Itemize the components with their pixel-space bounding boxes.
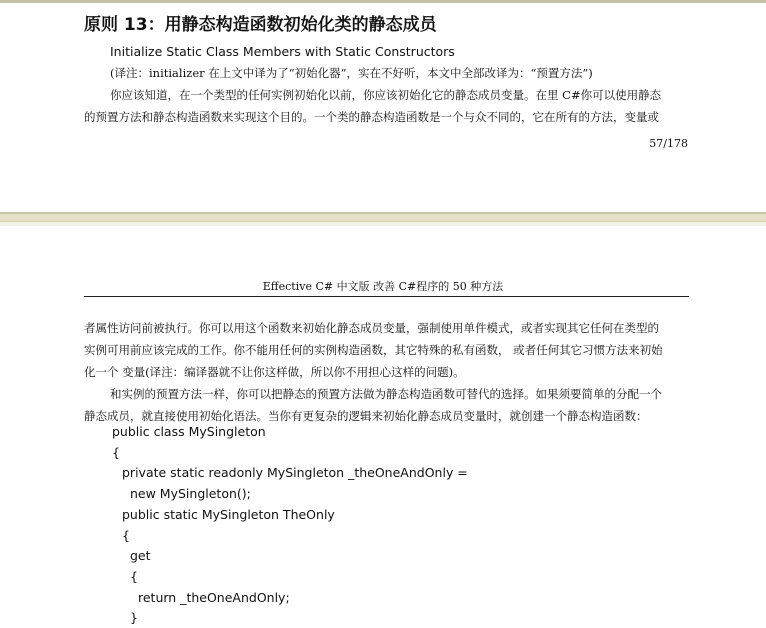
paragraph-line: 你应该知道，在一个类型的任何实例初始化以前，你应该初始化它的静态成员变量。在里 C#你可以使用静态 — [110, 88, 662, 102]
paragraph-line: 和实例的预置方法一样，你可以把静态的预置方法做为静态构造函数可替代的选择。如果须要简单的分配一个 — [110, 387, 662, 401]
paragraph-line: 静态成员，就直接使用初始化语法。当你有更复杂的逻辑来初始化静态成员变量时，就创建一个静态构造函数： — [84, 409, 648, 423]
code-line: { — [130, 569, 138, 584]
code-line: public class MySingleton — [112, 424, 266, 439]
paragraph-line: 化一个 变量(译注：编译器就不让你这样做，所以你不用担心这样的问题)。 — [84, 365, 465, 379]
page-number: 57/178 — [649, 137, 688, 150]
code-line: { — [122, 528, 130, 543]
english-title: Initialize Static Class Members with Static Constructors — [110, 44, 455, 59]
code-line: { — [112, 445, 120, 460]
page-gap — [0, 222, 766, 226]
code-line: public static MySingleton TheOnly — [122, 507, 335, 522]
code-line: return _theOneAndOnly; — [138, 590, 290, 605]
paragraph-line: 者属性访问前被执行。你可以用这个函数来初始化静态成员变量，强制使用单件模式，或者实现其它任何在类型的 — [84, 321, 659, 335]
code-line: new MySingleton(); — [130, 486, 251, 501]
translator-note: (译注：initializer 在上文中译为了“初始化器”，实在不好听，本文中全部改译为：“预置方法”) — [110, 66, 593, 80]
code-line: private static readonly MySingleton _theOneAndOnly = — [122, 465, 468, 480]
top-rule — [0, 0, 766, 3]
chapter-title: 原则 13：用静态构造函数初始化类的静态成员 — [84, 15, 437, 35]
paragraph-line: 的预置方法和静态构造函数来实现这个目的。一个类的静态构造函数是一个与众不同的，它在所有的方法，变量或 — [84, 110, 659, 124]
page-separator — [0, 212, 766, 222]
code-line: } — [130, 610, 138, 625]
paragraph-line: 实例可用前应该完成的工作。你不能用任何的实例构造函数，其它特殊的私有函数， 或者任何其它习惯方法来初始 — [84, 343, 663, 357]
header-rule — [84, 296, 689, 297]
code-line: get — [130, 548, 151, 563]
page-top — [0, 0, 766, 218]
running-header: Effective C# 中文版 改善 C#程序的 50 种方法 — [262, 280, 504, 293]
